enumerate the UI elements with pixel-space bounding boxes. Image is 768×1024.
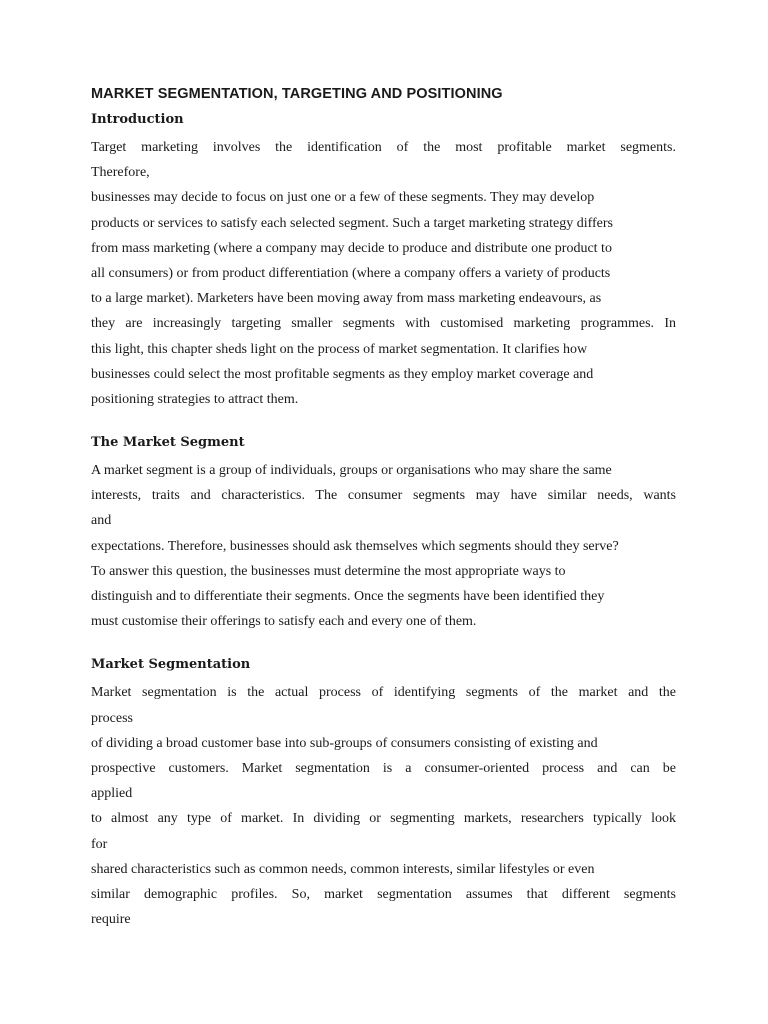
text-line: products or services to satisfy each selected segment. Such a target marketing strategy differs — [91, 215, 613, 231]
text-line: process — [91, 710, 133, 726]
text-line: Target marketing involves the identification of the most profitable market segments. — [91, 140, 676, 155]
text-line: require — [91, 912, 131, 928]
text-line: expectations. Therefore, businesses should ask themselves which segments should they serve? — [91, 538, 619, 554]
section-paragraph — [91, 135, 676, 412]
text-line: of dividing a broad customer base into sub-groups of consumers consisting of existing and — [91, 735, 598, 751]
text-line: from mass marketing (where a company may decide to produce and distribute one product to — [91, 240, 612, 256]
text-line: applied — [91, 786, 133, 802]
text-line: distinguish and to differentiate their segments. Once the segments have been identified they — [91, 589, 605, 604]
text-line: and — [91, 513, 112, 529]
text-line: businesses could select the most profitable segments as they employ market coverage and — [91, 366, 594, 382]
document-section — [91, 655, 676, 932]
section-paragraph — [91, 458, 676, 634]
text-line: shared characteristics such as common needs, common interests, similar lifestyles or even — [91, 861, 595, 877]
text-line: To answer this question, the businesses must determine the most appropriate ways to — [91, 563, 566, 579]
document-page — [91, 84, 676, 932]
section-heading: Market Segmentation — [91, 657, 251, 673]
text-line: for — [91, 836, 108, 852]
section-paragraph — [91, 680, 676, 932]
document-body — [91, 110, 676, 932]
text-line: businesses may decide to focus on just one or a few of these segments. They may develop — [91, 190, 595, 206]
section-heading: The Market Segment — [91, 435, 245, 451]
text-line: Market segmentation is the actual process of identifying segments of the market and the — [91, 685, 676, 701]
document-title: MARKET SEGMENTATION, TARGETING AND POSITIONING — [91, 86, 503, 102]
text-line: must customise their offerings to satisfy each and every one of them. — [91, 614, 477, 630]
text-line: positioning strategies to attract them. — [91, 391, 299, 407]
text-line: interests, traits and characteristics. The consumer segments may have similar needs, wants — [91, 488, 676, 504]
document-section — [91, 110, 676, 433]
text-line: to almost any type of market. In dividing or segmenting markets, researchers typically look — [91, 811, 676, 827]
text-line: similar demographic profiles. So, market segmentation assumes that different segments — [91, 886, 676, 902]
section-heading: Introduction — [91, 112, 184, 127]
document-section — [91, 433, 676, 655]
text-line: prospective customers. Market segmentation is a consumer-oriented process and can be — [91, 760, 676, 776]
text-line: this light, this chapter sheds light on the process of market segmentation. It clarifies how — [91, 341, 588, 357]
text-line: to a large market). Marketers have been moving away from mass marketing endeavours, as — [91, 291, 602, 307]
text-line: they are increasingly targeting smaller segments with customised marketing programmes. In — [91, 316, 676, 332]
text-line: all consumers) or from product differentiation (where a company offers a variety of products — [91, 265, 611, 281]
section-spacer — [91, 412, 676, 433]
text-line: Therefore, — [91, 165, 150, 181]
text-line: A market segment is a group of individuals, groups or organisations who may share the same — [91, 463, 612, 479]
section-spacer — [91, 634, 676, 655]
